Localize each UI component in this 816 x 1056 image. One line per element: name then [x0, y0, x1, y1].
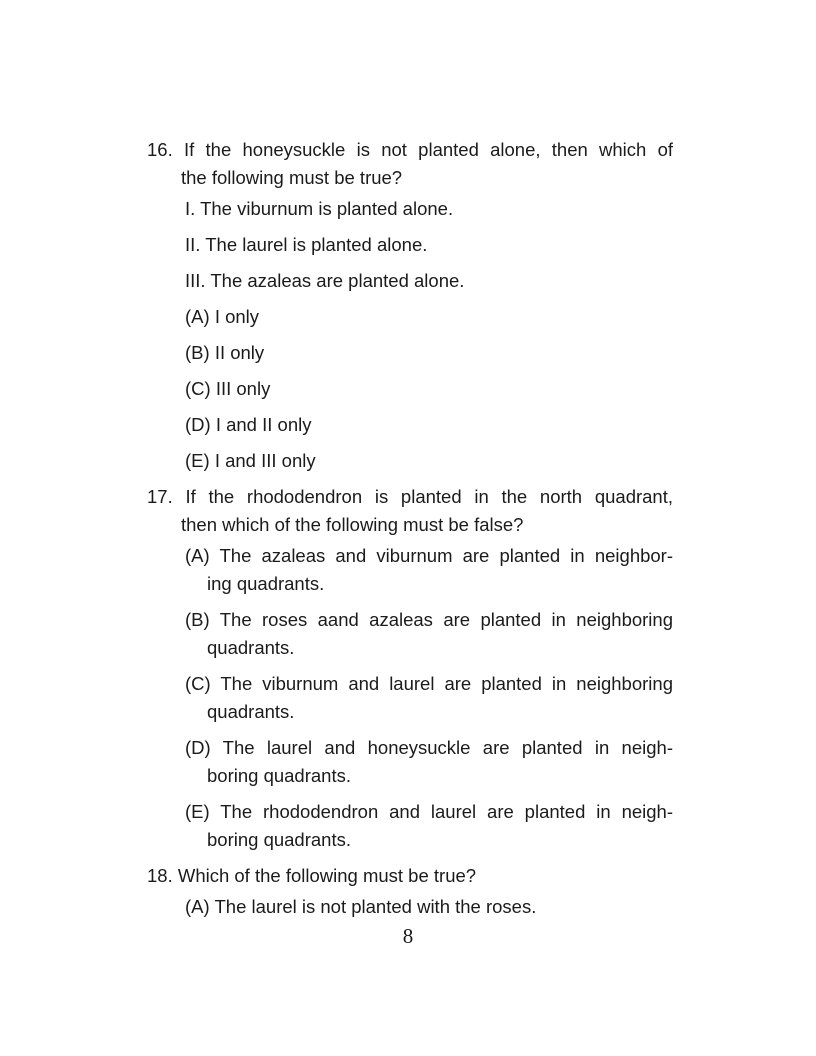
question-text: If the honeysuckle is not planted alone, then which of: [183, 139, 674, 160]
choice-text: boring quadrants.: [207, 829, 351, 850]
choice-text: The laurel is not planted with the roses.: [214, 896, 537, 917]
choice-label: (E): [185, 801, 210, 822]
question-line: [147, 136, 673, 164]
choice-text: I and III only: [214, 450, 316, 471]
choice-text: quadrants.: [207, 637, 295, 658]
choice-a: [185, 893, 673, 921]
question-line: [181, 164, 673, 192]
question-line: [147, 483, 673, 511]
choice-label: (B): [185, 609, 210, 630]
question-text: then which of the following must be false?: [181, 514, 524, 535]
choice-e-continuation: [207, 826, 673, 854]
statement-text: The azaleas are planted alone.: [210, 270, 465, 291]
question-line: [181, 511, 673, 539]
choice-d: [185, 411, 673, 439]
choice-label: (B): [185, 342, 210, 363]
choice-c-continuation: [207, 698, 673, 726]
statement-2: [185, 231, 673, 259]
choice-text: ing quadrants.: [207, 573, 325, 594]
choice-b-continuation: [207, 634, 673, 662]
question-number: 16.: [147, 139, 173, 160]
choice-label: (E): [185, 450, 210, 471]
choice-d: [185, 734, 673, 762]
choice-text: I only: [214, 306, 260, 327]
statement-3: [185, 267, 673, 295]
choice-b: [185, 606, 673, 634]
choice-text: I and II only: [215, 414, 312, 435]
choice-text: The viburnum and laurel are planted in neighboring: [220, 673, 673, 694]
choice-text: II only: [214, 342, 265, 363]
choice-label: (D): [185, 414, 211, 435]
choice-label: (D): [185, 737, 211, 758]
choice-text: The azaleas and viburnum are planted in neighbor-: [219, 545, 674, 566]
choice-text: The laurel and honeysuckle are planted in neigh-: [222, 737, 673, 758]
statement-text: The laurel is planted alone.: [205, 234, 428, 255]
choice-a-continuation: [207, 570, 673, 598]
statement-label: II.: [185, 234, 201, 255]
choice-label: (A): [185, 545, 210, 566]
question-text: If the rhododendron is planted in the north quadrant,: [185, 486, 673, 507]
choice-a: [185, 542, 673, 570]
question-17: [147, 483, 673, 854]
question-text: Which of the following must be true?: [177, 865, 477, 886]
statement-1: [185, 195, 673, 223]
choice-label: (A): [185, 896, 210, 917]
choice-b: [185, 339, 673, 367]
choice-label: (C): [185, 673, 211, 694]
question-line: [147, 862, 673, 890]
choice-c: [185, 375, 673, 403]
page-number: 8: [402, 924, 414, 948]
question-number: 18.: [147, 865, 173, 886]
choice-c: [185, 670, 673, 698]
choice-text: boring quadrants.: [207, 765, 351, 786]
statement-label: III.: [185, 270, 206, 291]
choice-label: (C): [185, 378, 211, 399]
question-number: 17.: [147, 486, 173, 507]
statement-label: I.: [185, 198, 196, 219]
question-text: the following must be true?: [181, 167, 403, 188]
choice-e: [185, 447, 673, 475]
question-18: [147, 862, 673, 921]
choice-d-continuation: [207, 762, 673, 790]
choice-text: quadrants.: [207, 701, 295, 722]
choice-text: The roses aand azaleas are planted in neighboring: [219, 609, 673, 630]
statement-text: The viburnum is planted alone.: [200, 198, 454, 219]
choice-label: (A): [185, 306, 210, 327]
choice-text: The rhododendron and laurel are planted in neigh-: [220, 801, 673, 822]
choice-e: [185, 798, 673, 826]
choice-text: III only: [215, 378, 271, 399]
page-content: [147, 136, 673, 921]
choice-a: [185, 303, 673, 331]
question-16: [147, 136, 673, 475]
